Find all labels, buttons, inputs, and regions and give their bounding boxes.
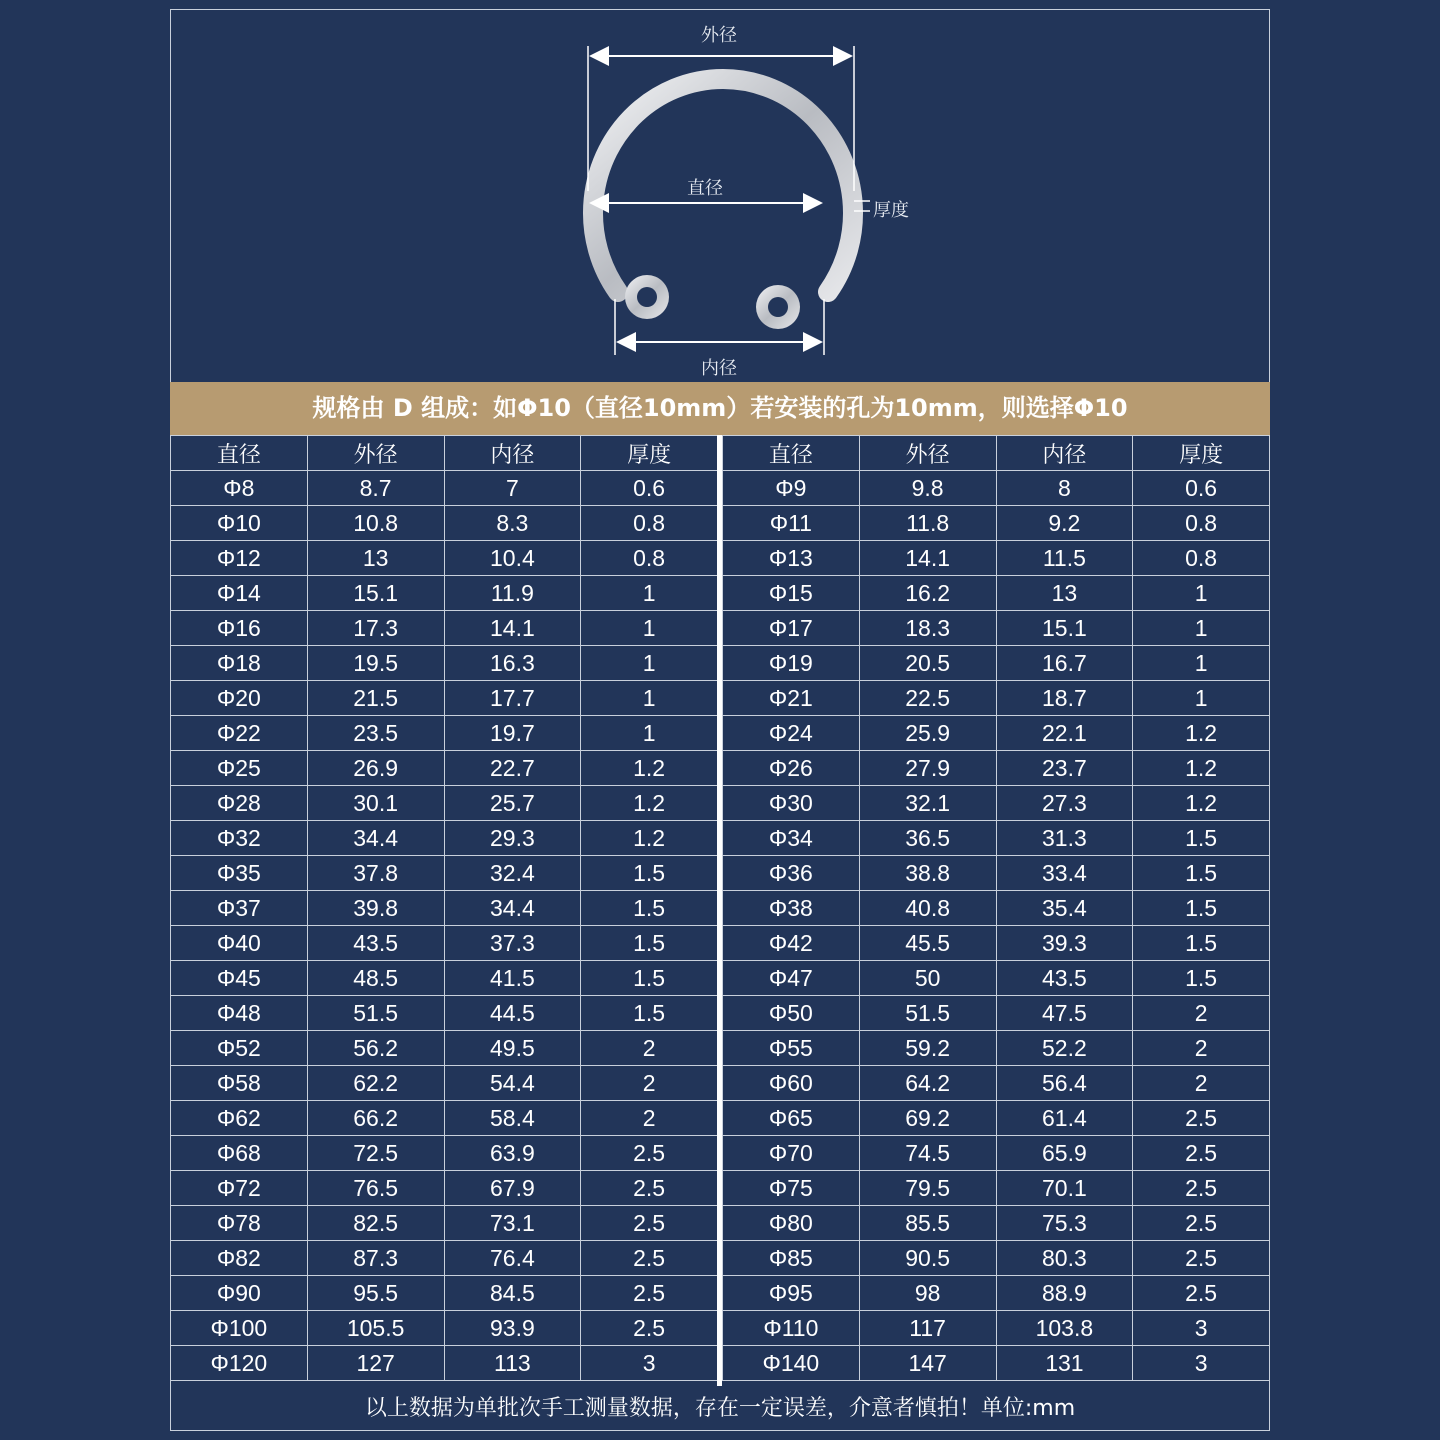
table-cell: 1.5 [581, 926, 718, 961]
table-cell: 2.5 [1133, 1171, 1270, 1206]
table-row [723, 1276, 1270, 1311]
table-cell: 18.7 [996, 681, 1133, 716]
diameter-label: 直径 [687, 178, 723, 199]
table-cell: 32.1 [859, 786, 996, 821]
table-cell: 49.5 [444, 1031, 581, 1066]
circlip-ring [593, 79, 853, 292]
table-cell: 15.1 [996, 611, 1133, 646]
table-cell: 43.5 [996, 961, 1133, 996]
table-cell: 27.9 [859, 751, 996, 786]
table-row [171, 1276, 718, 1311]
table-cell: 50 [859, 961, 996, 996]
table-cell: 43.5 [307, 926, 444, 961]
table-row [171, 576, 718, 611]
measurement-note: 以上数据为单批次手工测量数据，存在一定误差，介意者慎拍！单位:mm [364, 1396, 1076, 1421]
inner-diameter-label: 内径 [701, 358, 737, 379]
table-row [171, 471, 718, 506]
table-row [723, 1311, 1270, 1346]
table-cell: 18.3 [859, 611, 996, 646]
table-cell: 17.3 [307, 611, 444, 646]
table-row [723, 576, 1270, 611]
table-row [723, 541, 1270, 576]
table-cell: 70.1 [996, 1171, 1133, 1206]
table-cell: 147 [859, 1346, 996, 1381]
table-cell: 131 [996, 1346, 1133, 1381]
table-cell: 17.7 [444, 681, 581, 716]
table-cell: 1.2 [1133, 786, 1270, 821]
table-header-row [723, 436, 1270, 471]
table-cell: Φ24 [723, 716, 860, 751]
table-cell: 75.3 [996, 1206, 1133, 1241]
table-cell: 1.2 [581, 821, 718, 856]
table-cell: 2.5 [581, 1136, 718, 1171]
table-row [723, 751, 1270, 786]
table-cell: 2.5 [1133, 1101, 1270, 1136]
table-cell: 79.5 [859, 1171, 996, 1206]
table-row [723, 891, 1270, 926]
table-cell: 105.5 [307, 1311, 444, 1346]
table-cell: Φ140 [723, 1346, 860, 1381]
table-cell: 13 [307, 541, 444, 576]
table-cell: Φ26 [723, 751, 860, 786]
table-cell: 2 [1133, 1066, 1270, 1101]
table-row [171, 821, 718, 856]
table-row [171, 1241, 718, 1276]
table-cell: 10.4 [444, 541, 581, 576]
table-cell: 76.5 [307, 1171, 444, 1206]
table-cell: 41.5 [444, 961, 581, 996]
table-cell: 9.2 [996, 506, 1133, 541]
table-cell: 1.2 [581, 751, 718, 786]
table-cell: Φ28 [171, 786, 308, 821]
outer-diameter-label: 外径 [701, 25, 737, 46]
table-row [171, 1346, 718, 1381]
table-cell: 8 [996, 471, 1133, 506]
table-cell: 63.9 [444, 1136, 581, 1171]
table-cell: Φ21 [723, 681, 860, 716]
table-cell: 0.8 [1133, 506, 1270, 541]
table-cell: 26.9 [307, 751, 444, 786]
table-cell: 37.8 [307, 856, 444, 891]
table-cell: 64.2 [859, 1066, 996, 1101]
table-cell: 20.5 [859, 646, 996, 681]
table-cell: 74.5 [859, 1136, 996, 1171]
table-cell: 25.7 [444, 786, 581, 821]
table-cell: 2.5 [581, 1206, 718, 1241]
table-cell: Φ32 [171, 821, 308, 856]
table-cell: 2.5 [581, 1311, 718, 1346]
table-cell: 1.5 [581, 856, 718, 891]
table-cell: Φ34 [723, 821, 860, 856]
column-header: 外径 [307, 436, 444, 471]
table-cell: Φ78 [171, 1206, 308, 1241]
table-cell: 117 [859, 1311, 996, 1346]
table-cell: 2 [581, 1031, 718, 1066]
table-cell: 34.4 [444, 891, 581, 926]
table-cell: 22.5 [859, 681, 996, 716]
table-row [723, 646, 1270, 681]
table-row [171, 1066, 718, 1101]
table-row [171, 1136, 718, 1171]
circlip-diagram [170, 9, 1270, 382]
table-cell: 56.2 [307, 1031, 444, 1066]
table-cell: 62.2 [307, 1066, 444, 1101]
table-cell: 0.8 [581, 541, 718, 576]
table-cell: Φ12 [171, 541, 308, 576]
table-cell: Φ50 [723, 996, 860, 1031]
table-cell: 1.2 [1133, 751, 1270, 786]
table-cell: Φ45 [171, 961, 308, 996]
table-cell: 1.5 [1133, 961, 1270, 996]
table-cell: 2.5 [581, 1171, 718, 1206]
table-cell: 2 [581, 1101, 718, 1136]
table-cell: 11.5 [996, 541, 1133, 576]
table-cell: 23.5 [307, 716, 444, 751]
table-cell: 23.7 [996, 751, 1133, 786]
table-cell: 45.5 [859, 926, 996, 961]
table-cell: 34.4 [307, 821, 444, 856]
table-cell: 51.5 [307, 996, 444, 1031]
table-cell: Φ75 [723, 1171, 860, 1206]
table-cell: 73.1 [444, 1206, 581, 1241]
table-row [723, 716, 1270, 751]
table-cell: 16.3 [444, 646, 581, 681]
table-cell: 0.6 [581, 471, 718, 506]
table-cell: Φ16 [171, 611, 308, 646]
table-cell: 2 [1133, 996, 1270, 1031]
table-cell: 127 [307, 1346, 444, 1381]
table-cell: 59.2 [859, 1031, 996, 1066]
table-cell: 1 [581, 611, 718, 646]
table-cell: 11.9 [444, 576, 581, 611]
table-row [723, 786, 1270, 821]
table-row [723, 1101, 1270, 1136]
table-cell: Φ82 [171, 1241, 308, 1276]
table-cell: Φ72 [171, 1171, 308, 1206]
table-cell: 2 [1133, 1031, 1270, 1066]
table-cell: 0.6 [1133, 471, 1270, 506]
table-cell: 10.8 [307, 506, 444, 541]
table-cell: Φ19 [723, 646, 860, 681]
table-cell: 66.2 [307, 1101, 444, 1136]
table-cell: Φ120 [171, 1346, 308, 1381]
table-cell: 36.5 [859, 821, 996, 856]
table-row [723, 1171, 1270, 1206]
table-cell: 19.5 [307, 646, 444, 681]
table-cell: 21.5 [307, 681, 444, 716]
table-cell: 15.1 [307, 576, 444, 611]
table-cell: Φ100 [171, 1311, 308, 1346]
table-cell: Φ42 [723, 926, 860, 961]
table-cell: 51.5 [859, 996, 996, 1031]
table-cell: 1 [1133, 611, 1270, 646]
table-row [171, 506, 718, 541]
table-cell: 25.9 [859, 716, 996, 751]
table-cell: 1 [1133, 576, 1270, 611]
table-cell: 14.1 [859, 541, 996, 576]
table-cell: Φ60 [723, 1066, 860, 1101]
table-cell: 2.5 [1133, 1241, 1270, 1276]
table-cell: 1 [581, 716, 718, 751]
table-row [171, 541, 718, 576]
table-cell: Φ15 [723, 576, 860, 611]
table-cell: 3 [1133, 1311, 1270, 1346]
table-cell: 1.5 [581, 961, 718, 996]
table-row [723, 506, 1270, 541]
table-cell: 103.8 [996, 1311, 1133, 1346]
table-cell: Φ35 [171, 856, 308, 891]
column-header: 内径 [444, 436, 581, 471]
table-cell: Φ47 [723, 961, 860, 996]
table-row [171, 1171, 718, 1206]
table-cell: 2.5 [581, 1241, 718, 1276]
table-header-row [171, 436, 718, 471]
spec-table-left [170, 435, 718, 1381]
table-cell: 84.5 [444, 1276, 581, 1311]
table-cell: 87.3 [307, 1241, 444, 1276]
table-cell: 44.5 [444, 996, 581, 1031]
table-row [723, 1136, 1270, 1171]
table-cell: 8.7 [307, 471, 444, 506]
table-cell: 2.5 [581, 1276, 718, 1311]
column-header: 直径 [723, 436, 860, 471]
table-cell: Φ9 [723, 471, 860, 506]
table-cell: 93.9 [444, 1311, 581, 1346]
table-cell: 35.4 [996, 891, 1133, 926]
table-cell: 0.8 [581, 506, 718, 541]
table-cell: Φ10 [171, 506, 308, 541]
table-cell: 2.5 [1133, 1276, 1270, 1311]
table-row [171, 751, 718, 786]
table-cell: 9.8 [859, 471, 996, 506]
table-cell: 37.3 [444, 926, 581, 961]
table-cell: Φ90 [171, 1276, 308, 1311]
table-cell: Φ58 [171, 1066, 308, 1101]
table-row [171, 646, 718, 681]
table-cell: 82.5 [307, 1206, 444, 1241]
spec-table-right [722, 435, 1270, 1381]
table-cell: 22.7 [444, 751, 581, 786]
table-row [171, 891, 718, 926]
table-cell: 54.4 [444, 1066, 581, 1101]
table-cell: 2.5 [1133, 1136, 1270, 1171]
table-cell: 39.3 [996, 926, 1133, 961]
table-cell: Φ48 [171, 996, 308, 1031]
table-row [171, 786, 718, 821]
table-cell: Φ22 [171, 716, 308, 751]
table-row [723, 1241, 1270, 1276]
table-row [171, 926, 718, 961]
table-cell: 40.8 [859, 891, 996, 926]
table-row [723, 1031, 1270, 1066]
table-cell: 27.3 [996, 786, 1133, 821]
table-cell: 2.5 [1133, 1206, 1270, 1241]
table-cell: Φ38 [723, 891, 860, 926]
table-cell: Φ110 [723, 1311, 860, 1346]
table-cell: Φ85 [723, 1241, 860, 1276]
table-cell: Φ13 [723, 541, 860, 576]
table-cell: Φ68 [171, 1136, 308, 1171]
table-cell: Φ80 [723, 1206, 860, 1241]
table-row [171, 716, 718, 751]
table-cell: 11.8 [859, 506, 996, 541]
table-cell: Φ30 [723, 786, 860, 821]
table-cell: Φ18 [171, 646, 308, 681]
table-cell: 31.3 [996, 821, 1133, 856]
table-cell: 69.2 [859, 1101, 996, 1136]
table-row [723, 611, 1270, 646]
table-row [723, 961, 1270, 996]
table-cell: 7 [444, 471, 581, 506]
column-header: 厚度 [581, 436, 718, 471]
table-row [171, 856, 718, 891]
table-cell: Φ52 [171, 1031, 308, 1066]
table-cell: 48.5 [307, 961, 444, 996]
table-row [723, 996, 1270, 1031]
table-cell: 1 [1133, 646, 1270, 681]
table-cell: Φ65 [723, 1101, 860, 1136]
table-row [723, 1206, 1270, 1241]
table-cell: 1.5 [1133, 891, 1270, 926]
table-cell: Φ37 [171, 891, 308, 926]
table-cell: 61.4 [996, 1101, 1133, 1136]
table-cell: 1.5 [1133, 856, 1270, 891]
table-cell: 90.5 [859, 1241, 996, 1276]
table-row [171, 1031, 718, 1066]
table-cell: 58.4 [444, 1101, 581, 1136]
table-cell: 65.9 [996, 1136, 1133, 1171]
table-cell: 88.9 [996, 1276, 1133, 1311]
table-row [723, 1066, 1270, 1101]
table-cell: 85.5 [859, 1206, 996, 1241]
table-row [723, 926, 1270, 961]
table-cell: Φ40 [171, 926, 308, 961]
column-header: 内径 [996, 436, 1133, 471]
table-row [171, 611, 718, 646]
table-cell: 67.9 [444, 1171, 581, 1206]
table-cell: 16.2 [859, 576, 996, 611]
table-cell: Φ14 [171, 576, 308, 611]
table-row [723, 856, 1270, 891]
table-cell: 39.8 [307, 891, 444, 926]
table-row [723, 471, 1270, 506]
table-cell: 38.8 [859, 856, 996, 891]
table-cell: Φ8 [171, 471, 308, 506]
table-cell: 8.3 [444, 506, 581, 541]
table-cell: 29.3 [444, 821, 581, 856]
table-cell: 1.5 [581, 891, 718, 926]
table-cell: Φ11 [723, 506, 860, 541]
table-cell: 16.7 [996, 646, 1133, 681]
table-cell: 33.4 [996, 856, 1133, 891]
table-row [171, 996, 718, 1031]
table-cell: 1.5 [1133, 821, 1270, 856]
table-cell: 22.1 [996, 716, 1133, 751]
table-cell: Φ62 [171, 1101, 308, 1136]
table-cell: 80.3 [996, 1241, 1133, 1276]
table-cell: 3 [1133, 1346, 1270, 1381]
table-cell: 30.1 [307, 786, 444, 821]
table-cell: Φ70 [723, 1136, 860, 1171]
table-row [723, 1346, 1270, 1381]
table-cell: 19.7 [444, 716, 581, 751]
table-cell: 14.1 [444, 611, 581, 646]
column-header: 外径 [859, 436, 996, 471]
table-cell: 1.2 [581, 786, 718, 821]
table-cell: Φ95 [723, 1276, 860, 1311]
table-cell: 1 [581, 681, 718, 716]
table-cell: Φ17 [723, 611, 860, 646]
table-cell: 76.4 [444, 1241, 581, 1276]
table-row [171, 961, 718, 996]
table-cell: 3 [581, 1346, 718, 1381]
table-cell: 0.8 [1133, 541, 1270, 576]
spec-banner: 规格由 D 组成：如Φ10（直径10mm）若安装的孔为10mm，则选择Φ10 [170, 382, 1270, 435]
table-cell: 1.2 [1133, 716, 1270, 751]
table-cell: Φ20 [171, 681, 308, 716]
table-cell: 1.5 [1133, 926, 1270, 961]
table-cell: Φ25 [171, 751, 308, 786]
table-row [723, 681, 1270, 716]
column-header: 直径 [171, 436, 308, 471]
table-row [171, 1206, 718, 1241]
thickness-label: 厚度 [873, 200, 909, 221]
table-cell: Φ36 [723, 856, 860, 891]
table-cell: 56.4 [996, 1066, 1133, 1101]
table-row [171, 681, 718, 716]
table-cell: 72.5 [307, 1136, 444, 1171]
table-row [171, 1311, 718, 1346]
table-cell: 113 [444, 1346, 581, 1381]
column-header: 厚度 [1133, 436, 1270, 471]
table-cell: 47.5 [996, 996, 1133, 1031]
table-cell: 95.5 [307, 1276, 444, 1311]
table-cell: 1 [1133, 681, 1270, 716]
table-cell: 1.5 [581, 996, 718, 1031]
table-cell: 52.2 [996, 1031, 1133, 1066]
table-cell: 98 [859, 1276, 996, 1311]
table-cell: 1 [581, 646, 718, 681]
table-cell: 2 [581, 1066, 718, 1101]
table-cell: 32.4 [444, 856, 581, 891]
table-cell: Φ55 [723, 1031, 860, 1066]
table-cell: 1 [581, 576, 718, 611]
table-cell: 13 [996, 576, 1133, 611]
table-row [723, 821, 1270, 856]
table-row [171, 1101, 718, 1136]
